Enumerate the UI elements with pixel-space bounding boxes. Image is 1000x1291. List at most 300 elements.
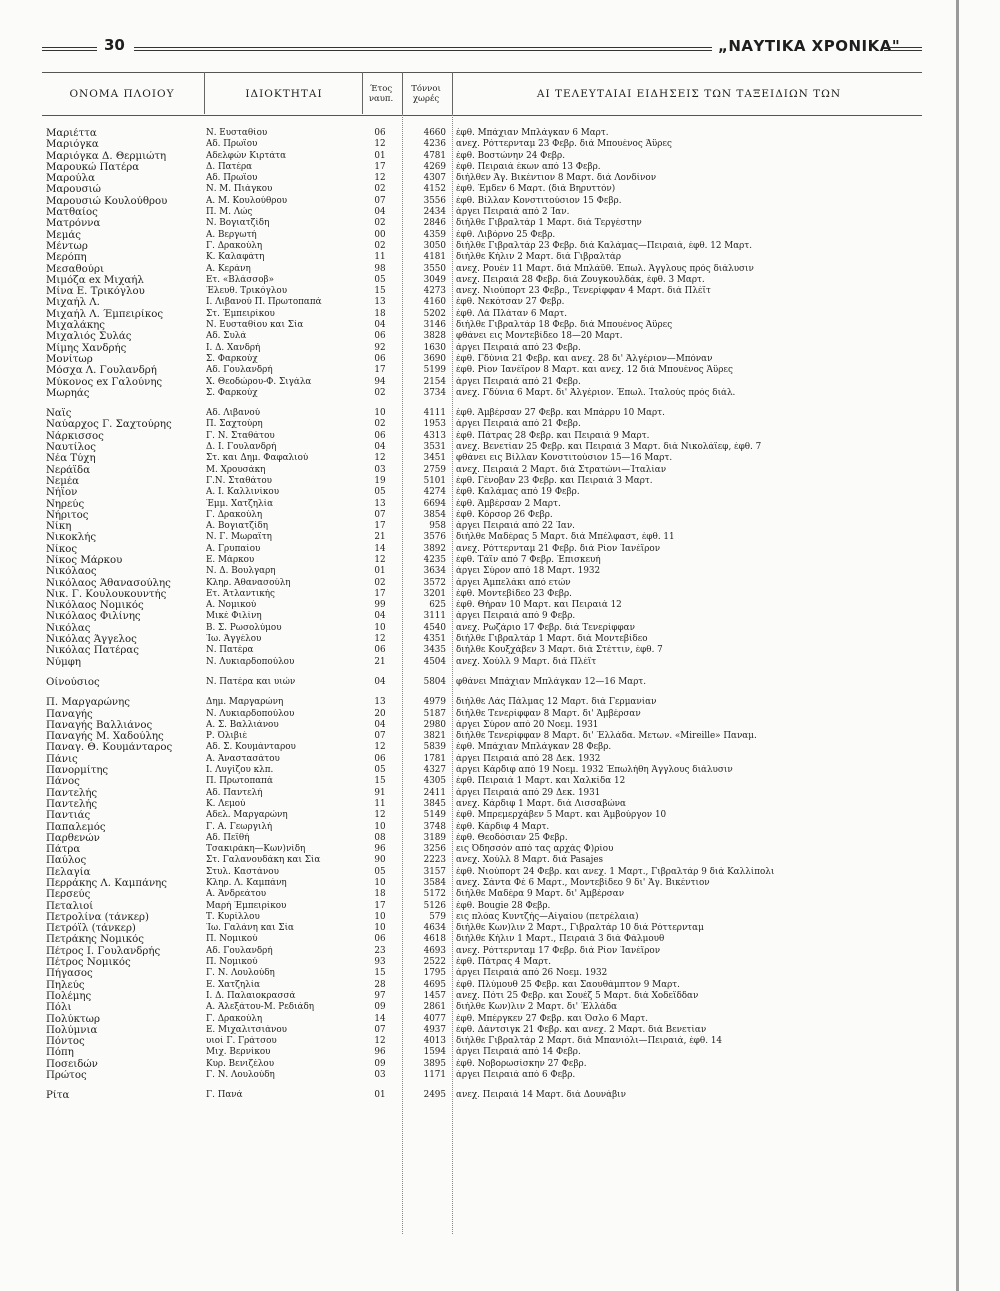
ship-name: Νικόλαος Άθανασούλης: [46, 577, 171, 589]
owner-name: Κληρ. Άθανασούλη: [206, 577, 291, 588]
header-rule-left: [42, 47, 97, 51]
table-row: [42, 765, 922, 776]
table-row: [42, 578, 922, 589]
table-row: [42, 912, 922, 923]
latest-news: ανεχ. Κάρδιφ 1 Μαρτ. διά Λισσαβώνα: [456, 798, 626, 809]
build-year: 92: [374, 342, 386, 353]
ship-name: Νεμέα: [46, 475, 79, 487]
tonnage: 3189: [423, 832, 446, 843]
owner-name: Μαρή Έμπειρίκου: [206, 900, 287, 911]
ship-name: Μιχαλιός Συλάς: [46, 331, 132, 343]
tonnage: 4781: [423, 150, 446, 161]
table-row: [42, 139, 922, 150]
latest-news: διήλθε Γιβραλτάρ 2 Μαρτ. διά Μπανιόλι—Πειραιά, έφθ. 14: [456, 1036, 723, 1047]
table-row: [42, 991, 922, 1002]
build-year: 02: [374, 184, 386, 195]
tonnage: 4160: [423, 297, 446, 308]
tonnage: 4359: [423, 229, 446, 240]
header-separator: [402, 72, 403, 114]
table-row: [42, 162, 922, 173]
build-year: 02: [374, 387, 386, 398]
table-row: [42, 320, 922, 331]
build-year: 01: [374, 566, 386, 577]
table-header: [42, 72, 922, 116]
build-year: 03: [374, 464, 386, 475]
owner-name: Ι. Λυγίζου κλπ.: [206, 765, 274, 776]
tonnage: 3845: [423, 798, 446, 809]
tonnage: 3201: [423, 588, 446, 599]
ship-name: Πολύμνια: [46, 1024, 98, 1036]
latest-news: άργει Πειραιά από 28 Δεκ. 1932: [456, 753, 601, 764]
ship-name: Παναγής: [46, 708, 93, 720]
column-header-tons-line1: Τόννοι: [411, 84, 441, 94]
latest-news: διήλθε Τενερίφφαν 8 Μαρτ. δι' Άμβέρσαν: [456, 708, 641, 719]
tonnage: 3828: [423, 331, 446, 342]
owner-name: Β. Σ. Ρωσολύμου: [206, 622, 282, 633]
build-year: 93: [374, 957, 386, 968]
ship-name: Μαρουκώ Πατέρα: [46, 161, 140, 173]
table-row: [42, 934, 922, 945]
table-row: [42, 499, 922, 510]
ship-name: Οίνούσιος: [46, 676, 100, 688]
owner-name: Α. Άλεξάτου-Μ. Ρεδιάδη: [206, 1002, 315, 1013]
table-row: [42, 196, 922, 207]
owner-name: Ν. Λυκιαρδοπούλου: [206, 708, 295, 719]
tonnage: 3050: [423, 240, 446, 251]
build-year: 17: [374, 588, 386, 599]
build-year: 07: [374, 731, 386, 742]
latest-news: φθάνει Μπάχιαν Μπλάγκαν 12—16 Μαρτ.: [456, 676, 647, 687]
latest-news: έφθ. Νιούπορτ 24 Φεβρ. και ανεχ. 1 Μαρτ., Γιβραλτάρ 9 διά Καλλίπολι: [456, 866, 775, 877]
column-header-owner: ΙΔΙΟΚΤΗΤΑΙ: [245, 88, 323, 100]
ship-name: Νήϊον: [46, 487, 78, 499]
table-row: [42, 697, 922, 708]
owner-name: Κ. Λεμού: [206, 798, 246, 809]
build-year: 06: [374, 128, 386, 138]
latest-news: διήλθε Μαδέρα 9 Μαρτ. δι' Άμβέρσαν: [456, 889, 625, 900]
tonnage: 4660: [423, 128, 446, 138]
build-year: 10: [374, 878, 386, 888]
latest-news: έφθ. Κάρδιφ 4 Μαρτ.: [456, 821, 550, 832]
build-year: 90: [374, 855, 386, 866]
owner-name: Γ. Δρακούλη: [206, 240, 263, 251]
owner-name: υιοί Γ. Γράτσου: [206, 1036, 277, 1047]
latest-news: έφθ. Μπέργκεν 27 Φεβρ. και Όσλο 6 Μαρτ.: [456, 1013, 649, 1024]
table-row: [42, 754, 922, 765]
tonnage: 958: [429, 521, 446, 532]
ship-name: Πόντος: [46, 1036, 85, 1048]
table-row: [42, 878, 922, 889]
tonnage: 4634: [423, 923, 446, 934]
tonnage: 5149: [423, 810, 446, 821]
ship-name: Πανορμίτης: [46, 765, 109, 777]
build-year: 12: [374, 634, 386, 645]
tonnage: 4152: [423, 184, 446, 195]
table-row: [42, 297, 922, 308]
table-row: [42, 207, 922, 218]
build-year: 02: [374, 218, 386, 229]
owner-name: Ν. Βογιατζίδη: [206, 218, 270, 229]
build-year: 15: [374, 968, 386, 979]
tonnage: 4077: [423, 1013, 446, 1024]
ship-name: Μαρουσιώ Κουλούθρου: [46, 195, 168, 207]
ship-name: Μερόπη: [46, 252, 87, 264]
owner-name: Ν. Ευσταθίου: [206, 128, 268, 138]
tonnage: 3435: [423, 645, 446, 656]
build-year: 23: [374, 945, 386, 956]
tonnage: 5126: [423, 900, 446, 911]
table-row: [42, 544, 922, 555]
table-row: [42, 968, 922, 979]
owner-name: Π. Νομικού: [206, 957, 258, 968]
latest-news: έφθ. Καλάμας από 19 Φεβρ.: [456, 487, 580, 498]
ship-name: Πολύκτωρ: [46, 1013, 100, 1025]
column-header-year-line2: ναυπ.: [368, 94, 394, 104]
tonnage: 4269: [423, 161, 446, 172]
build-year: 17: [374, 161, 386, 172]
tonnage: 4351: [423, 634, 446, 645]
table-row: [42, 645, 922, 656]
owner-name: Δ. Πατέρα: [206, 161, 253, 172]
owner-name: Γ.Ν. Σταθάτου: [206, 475, 272, 486]
latest-news: διήλθε Λάς Πάλμας 12 Μαρτ. διά Γερμανίαν: [456, 697, 657, 708]
build-year: 21: [374, 532, 386, 543]
build-year: 01: [374, 150, 386, 161]
latest-news: ανεχ. Ρόττερνταμ 17 Φεβρ. διά Ρίον Ίανέϊρον: [456, 945, 661, 956]
latest-news: άργει Πειραιά από 21 Φεβρ.: [456, 376, 581, 387]
owner-name: Α. Άναστασάτου: [206, 753, 280, 764]
ship-name: Παντιάς: [46, 810, 91, 822]
ship-name: Μαριέττα: [46, 128, 97, 139]
build-year: 11: [374, 252, 386, 263]
latest-news: έφθ. Μοντεβίδεο 23 Φεβρ.: [456, 588, 572, 599]
ship-name: Πάτρα: [46, 844, 81, 856]
build-year: 13: [374, 697, 386, 708]
ship-name: Περράκης Λ. Καμπάνης: [46, 878, 167, 889]
table-row: [42, 634, 922, 645]
build-year: 06: [374, 645, 386, 656]
ship-name: Μαρούλα: [46, 173, 95, 185]
owner-name: Μ. Χρουσάκη: [206, 464, 266, 475]
tonnage: 3634: [423, 566, 446, 577]
owner-name: Χ. Θεοδώρου-Φ. Σιγάλα: [206, 376, 312, 387]
owner-name: Ίω. Άγγέλου: [206, 634, 262, 645]
owner-name: Ετ. Άτλαντικής: [206, 588, 275, 599]
latest-news: έφθ. Άμβέρσαν 2 Μαρτ.: [456, 498, 561, 509]
build-year: 05: [374, 487, 386, 498]
tonnage: 4504: [423, 656, 446, 667]
latest-news: έφθ. Κόρσορ 26 Φεβρ.: [456, 509, 553, 520]
build-year: 11: [374, 798, 386, 809]
latest-news: άργει Κάρδιφ από 19 Νοεμ. 1932 Έπωλήθη Άγγλους διάλυσιν: [456, 765, 733, 776]
owner-name: Δημ. Μαργαρώνη: [206, 697, 284, 708]
build-year: 13: [374, 498, 386, 509]
latest-news: άργει Πειραιά από 29 Δεκ. 1931: [456, 787, 601, 798]
ship-name: Νικ. Γ. Κουλουκουντής: [46, 588, 167, 600]
owner-name: Ε. Χατζηλία: [206, 979, 261, 990]
tonnage: 3734: [423, 387, 446, 398]
latest-news: έφθ. Έμδεν 6 Μαρτ. (διά Βηρυττόν): [456, 184, 616, 195]
header-rule-middle: [134, 47, 712, 51]
latest-news: διήλθε Τενερίφφαν 8 Μαρτ. δι' Έλλάδα. Μετων. «Mireille» Παναμ.: [456, 731, 757, 742]
ship-name: Πηλεύς: [46, 979, 85, 991]
column-header-year: [362, 73, 400, 115]
owner-name: Π. Πρωτοπαπά: [206, 776, 273, 787]
build-year: 10: [374, 622, 386, 633]
table-row: [42, 889, 922, 900]
ship-name: Νεράϊδα: [46, 464, 91, 476]
latest-news: εις Όδησσόν από τας αρχάς Φ)ρίου: [456, 844, 614, 855]
latest-news: άργει Πειραιά από 23 Φεβρ.: [456, 342, 581, 353]
page-header: [42, 36, 922, 60]
table-row: [42, 453, 922, 464]
ship-name: Μονίτωρ: [46, 353, 93, 365]
ship-name: Νικόλαος: [46, 566, 97, 578]
build-year: 06: [374, 353, 386, 364]
table-row: [42, 720, 922, 731]
owner-name: Ι. Λιβανού Π. Πρωτοπαπά: [206, 297, 322, 308]
table-row: [42, 275, 922, 286]
table-row: [42, 822, 922, 833]
build-year: 09: [374, 1002, 386, 1013]
tonnage: 5839: [423, 742, 446, 753]
table-row: [42, 788, 922, 799]
ship-name: Πήγασος: [46, 968, 93, 980]
build-year: 04: [374, 676, 386, 687]
column-header-year-line1: Έτος: [369, 84, 393, 94]
build-year: 06: [374, 753, 386, 764]
latest-news: έφθ. Μπάχιαν Μπλάγκαν 6 Μαρτ.: [456, 128, 609, 138]
ship-name: Μεμάς: [46, 229, 81, 241]
table-row: [42, 354, 922, 365]
tonnage: 5187: [423, 708, 446, 719]
ship-name: Ρίτα: [46, 1090, 70, 1102]
table-row: [42, 611, 922, 622]
owner-name: Α. Βεργωτή: [206, 229, 257, 240]
ship-name: Παντελής: [46, 798, 98, 810]
owner-name: Ν. Λυκιαρδοπούλου: [206, 656, 295, 667]
tonnage: 5101: [423, 475, 446, 486]
latest-news: ανεχ. Πότι 25 Φεβρ. και Σουέζ 5 Μαρτ. διά Χοδεΐδδαν: [456, 990, 699, 1001]
ship-name: Πετρολίνα (τάνκερ): [46, 911, 149, 923]
table-row: [42, 487, 922, 498]
tonnage: 2980: [423, 719, 446, 730]
table-row: [42, 677, 922, 688]
table-row: [42, 408, 922, 419]
tonnage: 5172: [423, 889, 446, 900]
owner-name: Ι. Δ. Χανδρή: [206, 342, 261, 353]
build-year: 00: [374, 229, 386, 240]
table-row: [42, 1070, 922, 1081]
tonnage: 4693: [423, 945, 446, 956]
owner-name: Αδ. Γουλανδρή: [206, 945, 273, 956]
ship-name: Μιμόζα ex Μιχαήλ: [46, 274, 144, 286]
owner-name: Ι. Δ. Παλαιοκρασσά: [206, 990, 296, 1001]
latest-news: έφθ. Βοστώνην 24 Φεβρ.: [456, 150, 565, 161]
build-year: 06: [374, 430, 386, 441]
table-row: [42, 1059, 922, 1070]
latest-news: διήλθε Γιβραλτάρ 1 Μαρτ. διά Μοντεβίδεο: [456, 634, 648, 645]
latest-news: άργει Άμπελάκι από ετών: [456, 577, 571, 588]
ship-name: Μόσχα Λ. Γουλανδρή: [46, 365, 157, 377]
ship-name: Μιχαήλ Λ.: [46, 297, 100, 309]
build-year: 15: [374, 286, 386, 297]
build-year: 02: [374, 577, 386, 588]
table-row: [42, 343, 922, 354]
ship-name: Νικόλαος Νομικός: [46, 600, 144, 612]
ship-name: Μαρουσιώ: [46, 184, 101, 196]
header-separator: [452, 72, 453, 114]
latest-news: διήλθεν Άγ. Βικέντιον 8 Μαρτ. διά Λονδίνον: [456, 173, 657, 184]
tonnage: 3584: [423, 878, 446, 888]
ship-name: Νύμφη: [46, 656, 81, 668]
latest-news: διήλθε Γιβραλτάρ 23 Φεβρ. διά Καλάμας—Πειραιά, έφθ. 12 Μαρτ.: [456, 240, 752, 251]
latest-news: διήλθε Κήλιν 2 Μαρτ. διά Γιβραλτάρ: [456, 252, 622, 263]
latest-news: έφθ. Γδύνια 21 Φεβρ. και ανεχ. 28 δι' Άλγέριον—Μπόναν: [456, 353, 713, 364]
tonnage: 3821: [423, 731, 446, 742]
table-row: [42, 555, 922, 566]
ship-list: [42, 128, 922, 1102]
tonnage: 5804: [423, 676, 446, 687]
ship-name: Νάρκισσος: [46, 430, 104, 442]
ship-name: Νίκος Μάρκου: [46, 554, 123, 566]
table-row: [42, 923, 922, 934]
tonnage: 4235: [423, 554, 446, 565]
tonnage: 3556: [423, 195, 446, 206]
owner-name: Α. Άνδρεάτου: [206, 889, 267, 900]
ship-name: Παναγ. Θ. Κουμάνταρος: [46, 742, 173, 754]
latest-news: διήλθε Μαδέρας 5 Μαρτ. διά Μπέλφαστ, έφθ. 11: [456, 532, 675, 543]
tonnage: 4313: [423, 430, 446, 441]
owner-name: Στυλ. Καστάνου: [206, 866, 279, 877]
tonnage: 2223: [423, 855, 446, 866]
table-row: [42, 431, 922, 442]
ship-name: Ποσειδών: [46, 1058, 98, 1070]
latest-news: έφθ. Πειραιά 1 Μαρτ. και Χαλκίδα 12: [456, 776, 626, 787]
latest-news: άργει Πειραιά από 26 Νοεμ. 1932: [456, 968, 608, 979]
ship-name: Νίκος: [46, 543, 78, 555]
table-row: [42, 388, 922, 399]
tonnage: 1171: [423, 1070, 446, 1081]
tonnage: 2495: [423, 1090, 446, 1101]
tonnage: 1594: [423, 1047, 446, 1058]
column-header-news: ΑΙ ΤΕΛΕΥΤΑΙΑΙ ΕΙΔΗΣΕΙΣ ΤΩΝ ΤΑΞΕΙΔΙΩΝ ΤΩΝ: [536, 88, 842, 100]
table-row: [42, 331, 922, 342]
ship-name: Νικοκλής: [46, 532, 97, 544]
latest-news: διήλθε Γιβραλτάρ 1 Μαρτ. διά Τεργέστην: [456, 218, 642, 229]
owner-name: Αδ. Παντελή: [206, 787, 263, 798]
ship-name: Νικόλας Πατέρας: [46, 645, 139, 657]
tonnage: 2522: [423, 957, 446, 968]
latest-news: έφθ. Πειραιά έκων από 13 Φεβρ.: [456, 161, 601, 172]
build-year: 10: [374, 821, 386, 832]
table-row: [42, 957, 922, 968]
owner-name: Αδ. Πεϊθή: [206, 832, 250, 843]
build-year: 08: [374, 832, 386, 843]
owner-name: Π. Μ. Λώς: [206, 207, 253, 218]
table-row: [42, 810, 922, 821]
table-row: [42, 833, 922, 844]
owner-name: Ν. Ευσταθίου και Σία: [206, 320, 304, 331]
table-row: [42, 980, 922, 991]
ship-name: Μιχαλάκης: [46, 320, 105, 332]
latest-news: άργει Πειραιά από 6 Φεβρ.: [456, 1070, 576, 1081]
ship-name: Ναυτίλος: [46, 442, 96, 454]
owner-name: Στ. και Δημ. Φαφαλιού: [206, 453, 309, 464]
owner-name: Γ. Ν. Λουλούδη: [206, 1070, 275, 1081]
tonnage: 2846: [423, 218, 446, 229]
tonnage: 4979: [423, 697, 446, 708]
latest-news: έφθ. Νεκότσαν 27 Φεβρ.: [456, 297, 565, 308]
ship-name: Ναύαρχος Γ. Σαχτούρης: [46, 419, 172, 431]
owner-name: Στ. Γαλανουδάκη και Σία: [206, 855, 321, 866]
masthead-title: „ΝΑΥΤΙΚΑ ΧΡΟΝΙΚΑ": [718, 37, 901, 55]
owner-name: Αδ. Συλά: [206, 331, 247, 342]
latest-news: έφθ. Γένοβαν 23 Φεβρ. και Πειραιά 3 Μαρτ.: [456, 475, 653, 486]
tonnage: 3256: [423, 844, 446, 855]
latest-news: έφθ. Θήραν 10 Μαρτ. και Πειραιά 12: [456, 600, 622, 611]
table-row: [42, 264, 922, 275]
ship-name: Ματθαίος: [46, 207, 98, 219]
ship-name: Νήριτος: [46, 509, 89, 521]
latest-news: διήλθε Κουξχάβεν 3 Μαρτ. διά Στέττιν, έφθ. 7: [456, 645, 663, 656]
header-separator: [204, 72, 205, 114]
tonnage: 3895: [423, 1058, 446, 1069]
ship-name: Παρθενών: [46, 832, 100, 844]
owner-name: Δ. Ι. Γουλανδρή: [206, 442, 277, 453]
latest-news: εις πλόας Κυντζής—Αίγαίου (πετρέλαια): [456, 911, 639, 922]
ship-name: Παναγής Μ. Χαδούλης: [46, 731, 164, 743]
table-row: [42, 365, 922, 376]
table-row: [42, 844, 922, 855]
table-row: [42, 1047, 922, 1058]
latest-news: έφθ. Τάϊν από 7 Φεβρ. Έπισκευή: [456, 554, 601, 565]
owner-name: Α. Νομικού: [206, 600, 257, 611]
build-year: 07: [374, 1024, 386, 1035]
tonnage: 3531: [423, 442, 446, 453]
latest-news: διήλθε Κήλιν 1 Μαρτ., Πειραιά 3 διά Φάλμουθ: [456, 934, 665, 945]
owner-name: Ετ. «Βλάσσοβ»: [206, 274, 275, 285]
tonnage: 3572: [423, 577, 446, 588]
table-row: [42, 309, 922, 320]
owner-name: Α. Γρυπαίου: [206, 543, 261, 554]
tonnage: 3550: [423, 263, 446, 274]
latest-news: ανεχ. Γδύνια 6 Μαρτ. δι' Άλγέριον. Έπωλ. Ίταλούς πρός διάλ.: [456, 387, 736, 398]
ship-name: Νικόλας Άγγελος: [46, 634, 137, 646]
table-row: [42, 946, 922, 957]
build-year: 98: [374, 263, 386, 274]
tonnage: 1457: [423, 990, 446, 1001]
ship-name: Ναΐς: [46, 408, 72, 420]
table-row: [42, 1036, 922, 1047]
build-year: 07: [374, 509, 386, 520]
latest-news: άργει Σύρον από 18 Μαρτ. 1932: [456, 566, 601, 577]
table-row: [42, 867, 922, 878]
ship-name: Πάνος: [46, 776, 80, 788]
owner-name: Αδ. Γουλανδρή: [206, 365, 273, 376]
ship-name: Πόπη: [46, 1047, 74, 1059]
tonnage: 2154: [423, 376, 446, 387]
table-row: [42, 1090, 922, 1101]
ship-name: Παπαλεμός: [46, 821, 106, 833]
latest-news: ανεχ. Πειραιά 28 Φεβρ. διά Ζουγκουλδάκ, έφθ. 3 Μαρτ.: [456, 274, 705, 285]
tonnage: 4273: [423, 286, 446, 297]
owner-name: Ν. Πατέρα και υιών: [206, 676, 296, 687]
ship-name: Νικόλαος Φιλίνης: [46, 611, 141, 623]
tonnage: 3146: [423, 320, 446, 331]
owner-name: Αδ. Σ. Κουμάνταρου: [206, 742, 296, 753]
tonnage: 3111: [423, 611, 446, 622]
